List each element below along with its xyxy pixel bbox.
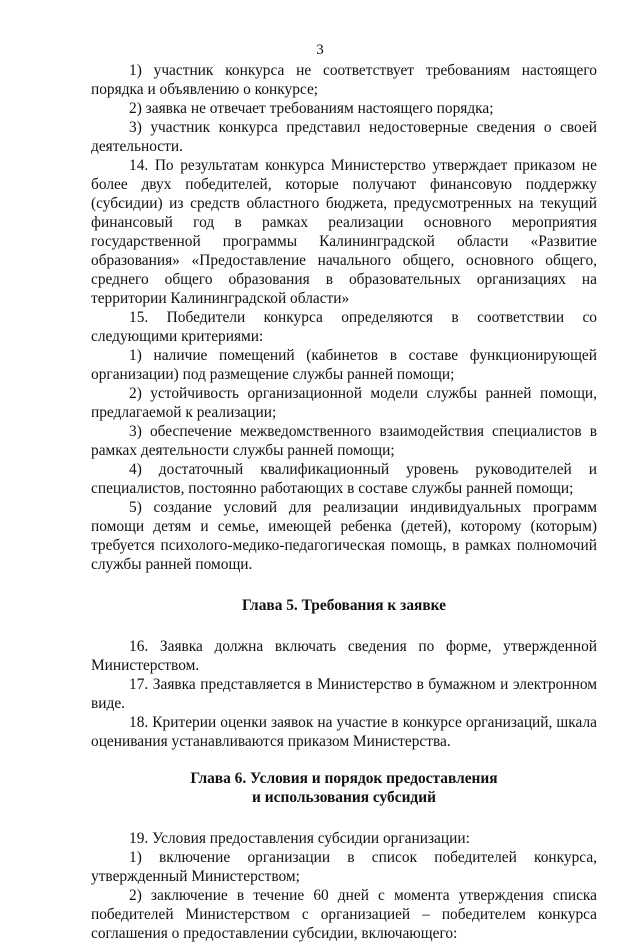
paragraph: 18. Критерии оценки заявок на участие в конкурсе организаций, шкала оценивания устанавливаются приказом Министерства. — [91, 714, 597, 750]
paragraph: 16. Заявка должна включать сведения по форме, утвержденной Министерством. — [91, 638, 597, 674]
page-number: 3 — [316, 42, 324, 58]
paragraph: 3) участник конкурса представил недостоверные сведения о своей деятельности. — [91, 119, 597, 155]
paragraph: 5) создание условий для реализации индивидуальных программ помощи детям и семье, имеющей ребенка (детей), которому (которым) требуется психолого-медико-педагогическая помощь, в рамках полномочий службы ранней помощи. — [91, 499, 597, 573]
chapter-5-heading: Глава 5. Требования к заявке — [242, 597, 446, 614]
paragraph: 1) наличие помещений (кабинетов в составе функционирующей организации) под размещение службы ранней помощи; — [91, 347, 597, 383]
paragraph: 19. Условия предоставления субсидии организации: — [129, 830, 470, 847]
paragraph: 4) достаточный квалификационный уровень руководителей и специалистов, постоянно работающих в составе службы ранней помощи; — [91, 461, 597, 497]
paragraph: 17. Заявка представляется в Министерство в бумажном и электронном виде. — [91, 676, 597, 712]
paragraph: 2) заключение в течение 60 дней с момента утверждения списка победителей Министерством с организацией – победителем конкурса соглашения о предоставлении субсидии, включающего: — [91, 887, 597, 942]
document-body — [91, 61, 597, 943]
paragraph: 14. По результатам конкурса Министерство утверждает приказом не более двух победителей, которые получают финансовую поддержку (субсидии) из средств областного бюджета, предусмотренных на текущий финансовый год в рамках реализации основного мероприятия государственной программы Калининградской области «Развитие образования» «Предоставление начального общего, основного общего, среднего общего образования в образовательных организациях на территории Калининградской области» — [91, 157, 597, 307]
chapter-6-heading-line2: и использования субсидий — [252, 789, 436, 806]
paragraph: 15. Победители конкурса определяются в соответствии со следующими критериями: — [91, 309, 597, 345]
paragraph: 1) участник конкурса не соответствует требованиям настоящего порядка и объявлению о конкурсе; — [91, 62, 597, 98]
paragraph: 2) заявка не отвечает требованиям настоящего порядка; — [129, 100, 494, 117]
paragraph: 2) устойчивость организационной модели службы ранней помощи, предлагаемой к реализации; — [91, 385, 597, 421]
paragraph: 1) включение организации в список победителей конкурса, утвержденный Министерством; — [91, 849, 597, 885]
paragraph: 3) обеспечение межведомственного взаимодействия специалистов в рамках деятельности службы ранней помощи; — [91, 423, 597, 459]
chapter-6-heading-line1: Глава 6. Условия и порядок предоставления — [190, 770, 498, 787]
